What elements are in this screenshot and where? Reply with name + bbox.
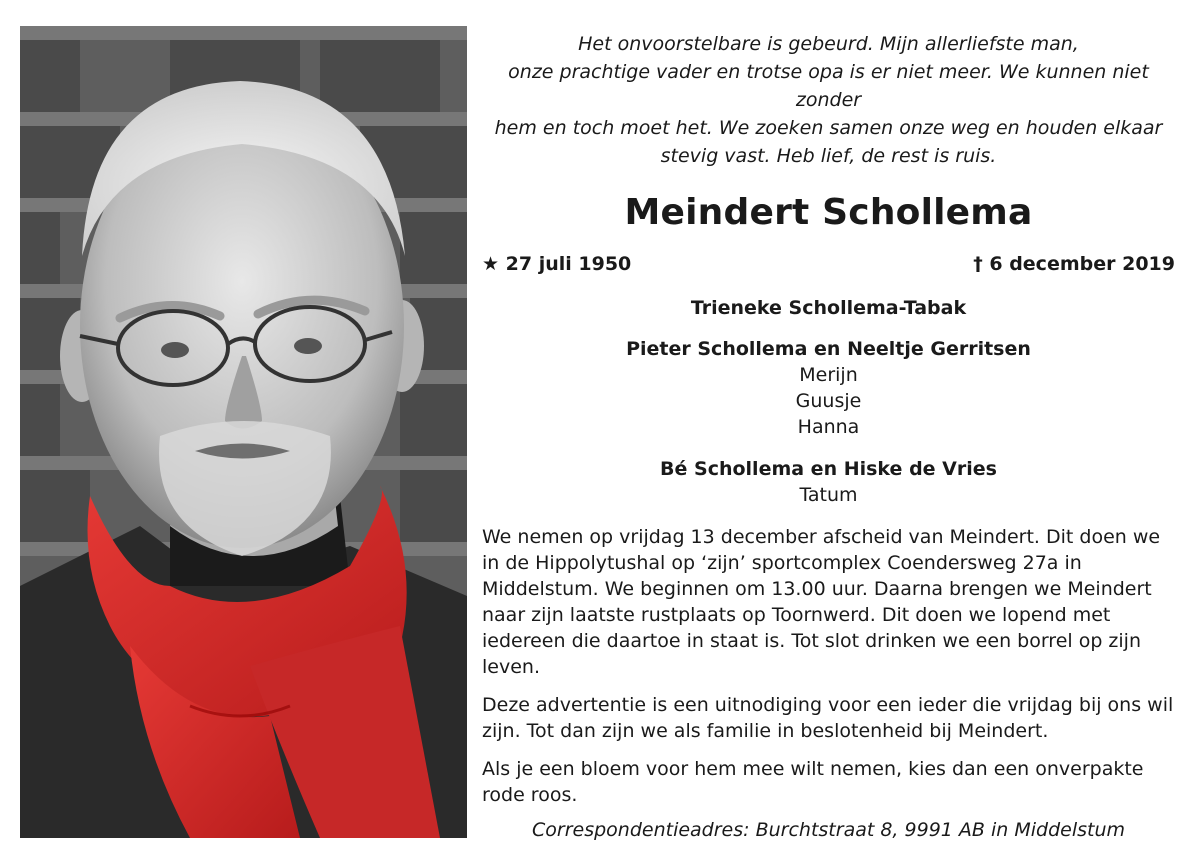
family-child1 [482, 336, 1175, 440]
poem-line: hem en toch moet het. We zoeken samen onze weg en houden elkaar [494, 117, 1163, 139]
grandchild-name: Tatum [799, 484, 858, 506]
text-column [482, 30, 1175, 845]
spouse-name: Trieneke Schollema-Tabak [690, 297, 967, 319]
poem-line: onze prachtige vader en trotse opa is er niet meer. We kunnen niet zonder [508, 61, 1149, 111]
birth-date: ★ 27 juli 1950 [482, 253, 632, 275]
family-child2 [482, 456, 1175, 508]
paragraph-invitation: Deze advertentie is een uitnodiging voor een ieder die vrijdag bij ons wil zijn. Tot dan zijn we als familie in beslotenheid bij Meindert. [482, 694, 1174, 742]
child2-names: Bé Schollema en Hiske de Vries [660, 458, 997, 480]
family-spouse [482, 295, 1175, 321]
dates-row [482, 251, 1175, 277]
poem-line: Het onvoorstelbare is gebeurd. Mijn allerliefste man, [578, 33, 1079, 55]
grandchild-name: Guusje [795, 390, 862, 412]
paragraph-flowers: Als je een bloem voor hem mee wilt nemen, kies dan een onverpakte rode roos. [482, 758, 1144, 806]
portrait-photo [20, 26, 467, 838]
poem-line: stevig vast. Heb lief, de rest is ruis. [660, 145, 997, 167]
poem [482, 30, 1175, 170]
grandchild-name: Hanna [797, 416, 860, 438]
child1-names: Pieter Schollema en Neeltje Gerritsen [626, 338, 1031, 360]
deceased-name: Meindert Schollema [624, 192, 1033, 233]
paragraph-ceremony: We nemen op vrijdag 13 december afscheid van Meindert. Dit doen we in de Hippolytushal op ‘zijn’ sportcomplex Coendersweg 27a in Middelstum. We beginnen om 13.00 uur. Daarna brengen we Meindert naar zijn laatste rustplaats op Toornwerd. Dit doen we lopend met iedereen die daartoe in staat is. Tot slot drinken we een borrel op zijn leven. [482, 526, 1161, 678]
portrait-illustration [20, 26, 467, 838]
grandchild-name: Merijn [799, 364, 858, 386]
correspondence-address: Correspondentieadres: Burchtstraat 8, 9991 AB in Middelstum [532, 819, 1125, 841]
death-date: † 6 december 2019 [973, 253, 1175, 275]
